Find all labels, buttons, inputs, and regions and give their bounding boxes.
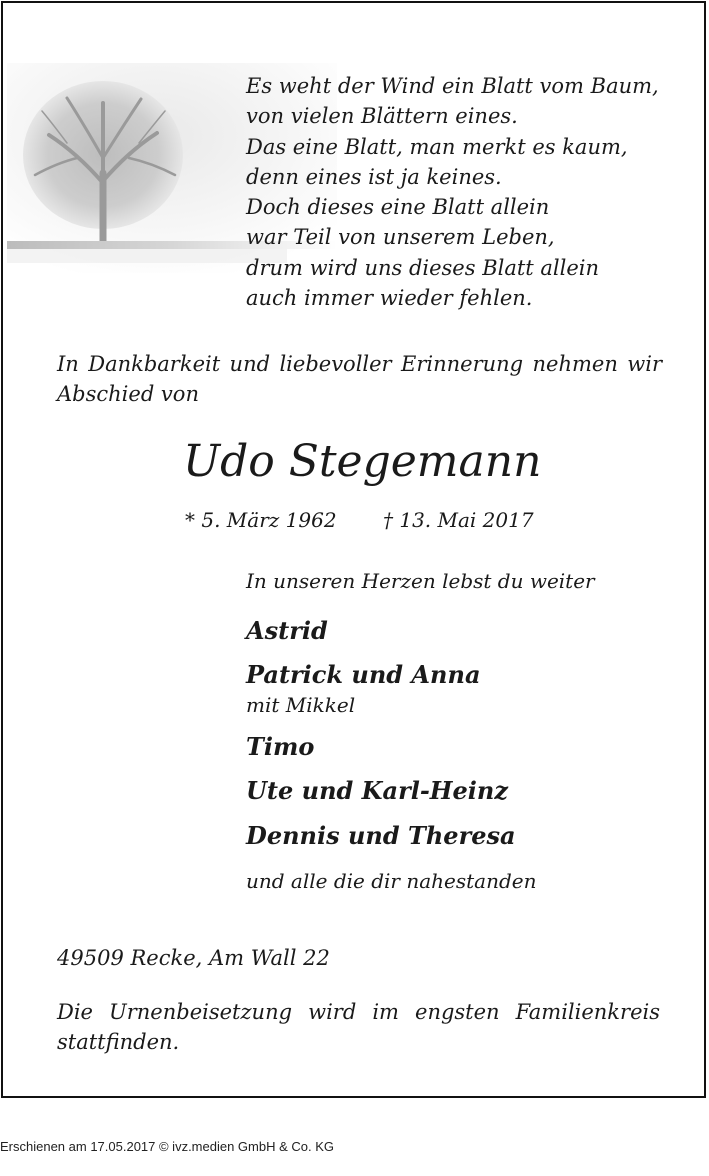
birth-date: * 5. März 1962: [185, 508, 337, 532]
mourner-name: Dennis und Theresa: [246, 821, 516, 850]
mourner-name: Timo: [246, 732, 315, 761]
intro-text: In Dankbarkeit und liebevoller Erinnerung nehmen wir Abschied von: [57, 352, 662, 406]
deceased-name: Udo Stegemann: [183, 436, 542, 487]
publication-credit: Erschienen am 17.05.2017 © ivz.medien GmbH & Co. KG: [0, 1139, 335, 1154]
funeral-notice: Die Urnenbeisetzung wird im engsten Familienkreis stattfinden.: [57, 1000, 660, 1054]
poem-line: Das eine Blatt, man merkt es kaum,: [246, 134, 628, 159]
poem-line: auch immer wieder fehlen.: [246, 286, 533, 311]
mourner-sub: mit Mikkel: [246, 693, 356, 717]
poem-line: Es weht der Wind ein Blatt vom Baum,: [246, 74, 659, 98]
mourner-name: Astrid: [246, 616, 328, 645]
closing-line: und alle die dir nahestanden: [246, 869, 537, 893]
motto: In unseren Herzen lebst du weiter: [246, 569, 595, 593]
address: 49509 Recke, Am Wall 22: [57, 946, 330, 970]
poem-line: drum wird uns dieses Blatt allein: [246, 255, 600, 280]
mourner-name: Patrick und Anna: [246, 660, 481, 689]
poem-line: Doch dieses eine Blatt allein: [246, 195, 550, 220]
poem-line: war Teil von unserem Leben,: [246, 225, 555, 250]
poem-line: von vielen Blättern eines.: [246, 104, 518, 129]
death-date: † 13. Mai 2017: [383, 508, 534, 532]
poem: [246, 71, 659, 313]
mourner-name: Ute und Karl-Heinz: [246, 776, 508, 805]
obituary-frame: [1, 1, 706, 1098]
poem-line: denn eines ist ja keines.: [246, 164, 502, 189]
